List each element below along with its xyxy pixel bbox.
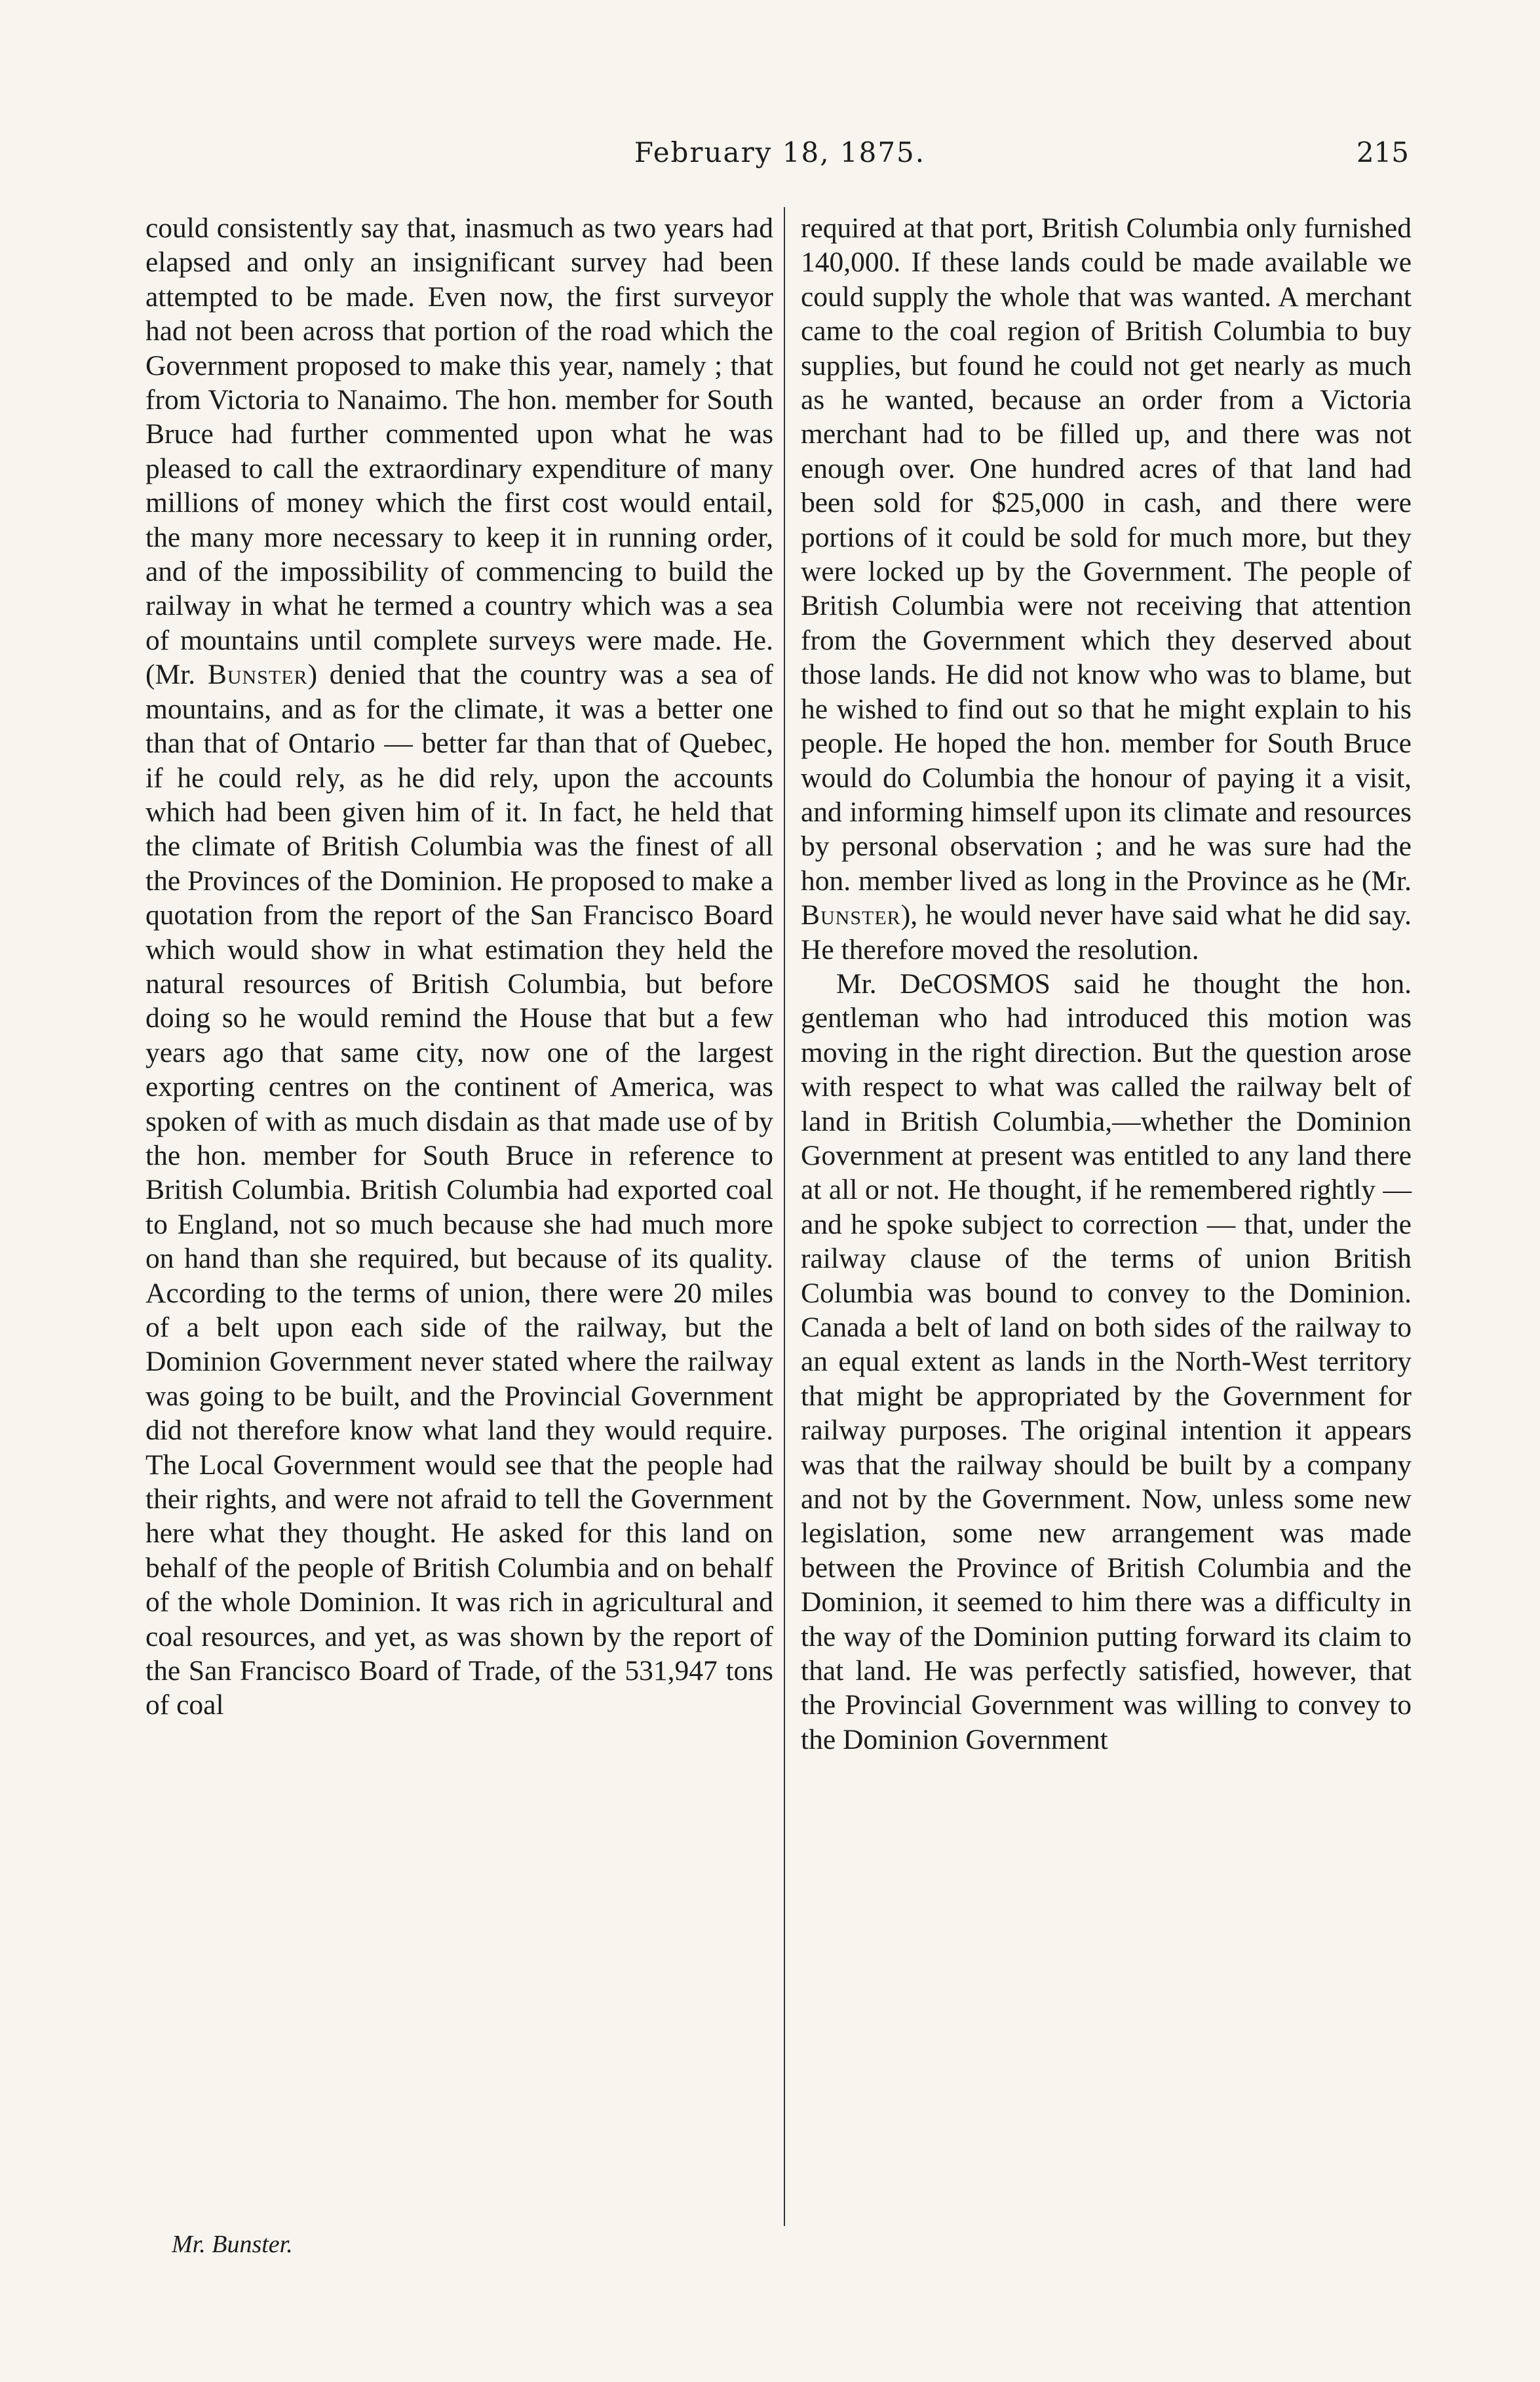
- left-paragraph-1: [145, 211, 773, 1723]
- page-number: 215: [1356, 136, 1409, 168]
- left-text-part-2: ) denied that the country was a sea of mountains, and as for the climate, it was a better one than that of Ontario — better far than that of Quebec, if he could rely, as he did rely, upon the accounts which had been given him of it. In fact, he held that the climate of British Columbia was the finest of all the Provinces of the Dominion. He proposed to make a quotation from the report of the San Francisco Board which would show in what estimation they held the natural resources of British Columbia, but before doing so he would remind the House that but a few years ago that same city, now one of the largest exporting centres on the continent of America, was spoken of with as much disdain as that made use of by the hon. member for South Bruce in reference to British Columbia. British Columbia had exported coal to England, not so much because she had much more on hand than she required, but because of its quality. According to the terms of union, there were 20 miles of a belt upon each side of the railway, but the Dominion Government never stated where the railway was going to be built, and the Provincial Government did not therefore know what land they would require. The Local Government would see that the people had their rights, and were not afraid to tell the Government here what they thought. He asked for this land on behalf of the people of British Columbia and on behalf of the whole Dominion. It was rich in agricultural and coal resources, and yet, as was shown by the report of the San Francisco Board of Trade, of the 531,947 tons of coal: [145, 659, 773, 1721]
- page-date: February 18, 1875.: [634, 136, 926, 168]
- left-text-part-1: could consistently say that, inasmuch as two years had elapsed and only an insignificant survey had been attempted to be made. Even now, the first surveyor had not been across that portion of the road which the Government proposed to make this year, namely ; that from Victoria to Nanaimo. The hon. member for South Bruce had further commented upon what he was pleased to call the extraordinary expenditure of many millions of money which the first cost would entail, the many more necessary to keep it in running order, and of the impossibility of commencing to build the railway in what he termed a country which was a sea of mountains until complete surveys were made. He. (Mr.: [145, 212, 773, 691]
- right-paragraph-1: [801, 211, 1412, 967]
- page-header: [0, 136, 1540, 176]
- right-column: [801, 211, 1412, 1757]
- right-paragraph-2-text: said he thought the hon. gentleman who had introduced this motion was moving in the right direction. But the question arose with respect to what was called the railway belt of land in British Columbia,—whether the Dominion Government at present was entitled to any land there at all or not. He thought, if he remembered rightly — and he spoke subject to correction — that, under the railway clause of the terms of union British Columbia was bound to convey to the Dominion. Canada a belt of land on both sides of the railway to an equal extent as lands in the North-West territory that might be appropriated by the Government for railway purposes. The original intention it appears was that the railway should be built by a company and not by the Government. Now, unless some new legislation, some new arrangement was made between the Province of British Columbia and the Dominion, it seemed to him there was a difficulty in the way of the Dominion putting forward its claim to that land. He was perfectly satisfied, however, that the Provincial Government was willing to convey to the Dominion Government: [801, 967, 1412, 1755]
- speaker-name-bunster: Bunster: [207, 659, 308, 691]
- right-text-part-2: ), he would never have said what he did say. He therefore moved the resolution.: [801, 899, 1412, 966]
- column-divider: [784, 207, 785, 2226]
- right-paragraph-2: [801, 967, 1412, 1757]
- speaker-name-decosmos: Mr. DeCOSMOS: [836, 967, 1050, 1000]
- right-text-part-1: required at that port, British Columbia only furnished 140,000. If these lands could be made available we could supply the whole that was wanted. A merchant came to the coal region of British Columbia to buy supplies, but found he could not get nearly as much as he wanted, because an order from a Victoria merchant had to be filled up, and there was not enough over. One hundred acres of that land had been sold for $25,000 in cash, and there were portions of it could be sold for much more, but they were locked up by the Government. The people of British Columbia were not receiving that attention from the Government which they deserved about those lands. He did not know who was to blame, but he wished to find out so that he might explain to his people. He hoped the hon. member for South Bruce would do Columbia the honour of paying it a visit, and informing himself upon its climate and resources by personal observation ; and he was sure had the hon. member lived as long in the Province as he (Mr.: [801, 212, 1412, 897]
- speaker-name-bunster-2: Bunster: [801, 899, 901, 931]
- left-column: [145, 211, 773, 1723]
- footer-speaker-mark: Mr. Bunster.: [172, 2231, 293, 2258]
